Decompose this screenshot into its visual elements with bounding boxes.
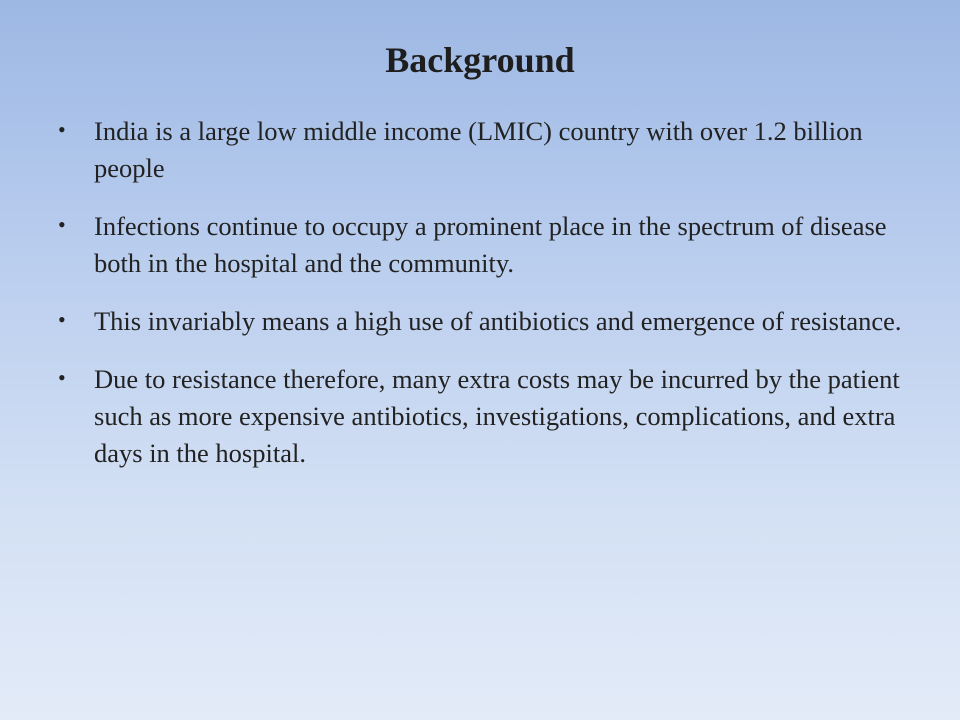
bullet-text: Infections continue to occupy a prominent place in the spectrum of disease both in the hospital and the community. (94, 211, 887, 278)
bullet-icon: • (58, 212, 66, 237)
bullet-text: India is a large low middle income (LMIC) country with over 1.2 billion people (94, 116, 863, 183)
bullet-item (58, 303, 918, 340)
bullet-item (58, 361, 918, 472)
bullet-icon: • (58, 307, 66, 332)
bullet-text: This invariably means a high use of antibiotics and emergence of resistance. (94, 306, 902, 336)
bullet-icon: • (58, 365, 66, 390)
slide-title: Background (385, 40, 575, 80)
bullet-list (58, 113, 918, 493)
bullet-item (58, 113, 918, 187)
bullet-icon: • (58, 117, 66, 142)
bullet-text: Due to resistance therefore, many extra costs may be incurred by the patient such as more expensive antibiotics, investigations, complications, and extra days in the hospital. (94, 364, 900, 468)
bullet-item (58, 208, 918, 282)
